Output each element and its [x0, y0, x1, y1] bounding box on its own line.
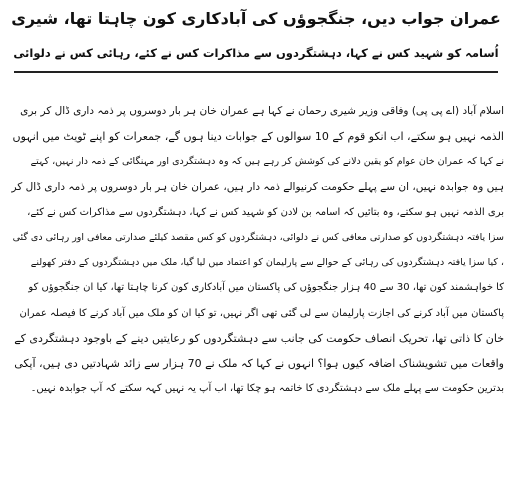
headline-divider: [14, 71, 498, 73]
article-line: واقعات میں تشویشناک اضافہ کیوں ہوا؟ انہوں نے کہا کہ ملک نے 70 ہزار سے زائد شہادتیں دی ہیں، آپکی: [14, 357, 504, 371]
article-body: [8, 99, 504, 401]
article-line: بدترین حکومت سے پہلے ملک سے دہشتگردی کا خاتمہ ہو چکا تھا، اب آپ یہ نہیں کہہ سکتے کہ آپ جوابدہ نہیں۔: [30, 383, 504, 395]
article-line: پاکستان میں آباد کرنے کی اجازت پارلیمان سے لی گئی تھی اگر نہیں، تو کیا ان کو ملک میں آباد کرنے کا فیصلہ عمران: [19, 307, 504, 319]
article-line: بری الذمہ نہیں ہو سکتے، وہ بتائیں کہ اسامہ بن لادن کو شہید کس نے کہا، دہشتگردوں سے مذاکرات کس نے کئے،: [27, 206, 504, 218]
article-line: ہیں وہ جوابدہ نہیں، ان سے پہلے حکومت کرنیوالے ذمہ دار ہیں، عمران خان ہر بار دوسروں پر ذمہ داری ڈال کر: [11, 180, 504, 193]
headline-main: عمران جواب دیں، جنگجوؤں کی آبادکاری کون چاہتا تھا، شیری: [11, 9, 501, 28]
article-line: خان کا ذاتی تھا، تحریک انصاف حکومت کی جانب سے دہشتگردوں کو رعایتیں دینے کے باوجود دہشتگردی کے: [14, 331, 504, 345]
headline-sub: اُسامہ کو شہید کس نے کہا، دہشتگردوں سے مذاکرات کس نے کئے، رہائی کس نے دلوائی: [13, 46, 499, 60]
article-line: کا خواہشمند کون تھا، 30 سے 40 ہزار جنگجوؤں کی پاکستان میں آبادکاری کون کرنا چاہتا تھا، کیا ان جنگجوؤں کو: [28, 282, 504, 294]
article-line: سزا یافتہ دہشتگردوں کو صدارتی معافی کس نے دلوائی، دہشتگردوں کو کس مقصد کیلئے صدارتی معافی اور رہائی دی گئی: [12, 232, 504, 244]
article-line: ، کیا سزا یافتہ دہشتگردوں کی رہائی کے حوالے سے پارلیمان کو اعتماد میں لیا گیا، ملک میں دہشتگردوں کے دفتر کھولنے: [30, 257, 504, 269]
article-line: اسلام آباد (اے پی پی) وفاقی وزیر شیری رحمان نے کہا ہے عمران خان ہر بار دوسروں پر ذمہ داری ڈال کر بری: [20, 105, 504, 117]
article-line: الذمہ نہیں ہو سکتے، اب انکو قوم کے 10 سوالوں کے جوابات دینا ہوں گے، جمعرات کو اپنے ٹویٹ میں انہوں: [12, 130, 504, 144]
article-line: نے کہا کہ عمران خان عوام کو یقین دلانے کی کوشش کر رہے ہیں کہ وہ دہشتگردی اور مہنگائی کے ذمہ دار نہیں، کہتے: [30, 156, 504, 168]
